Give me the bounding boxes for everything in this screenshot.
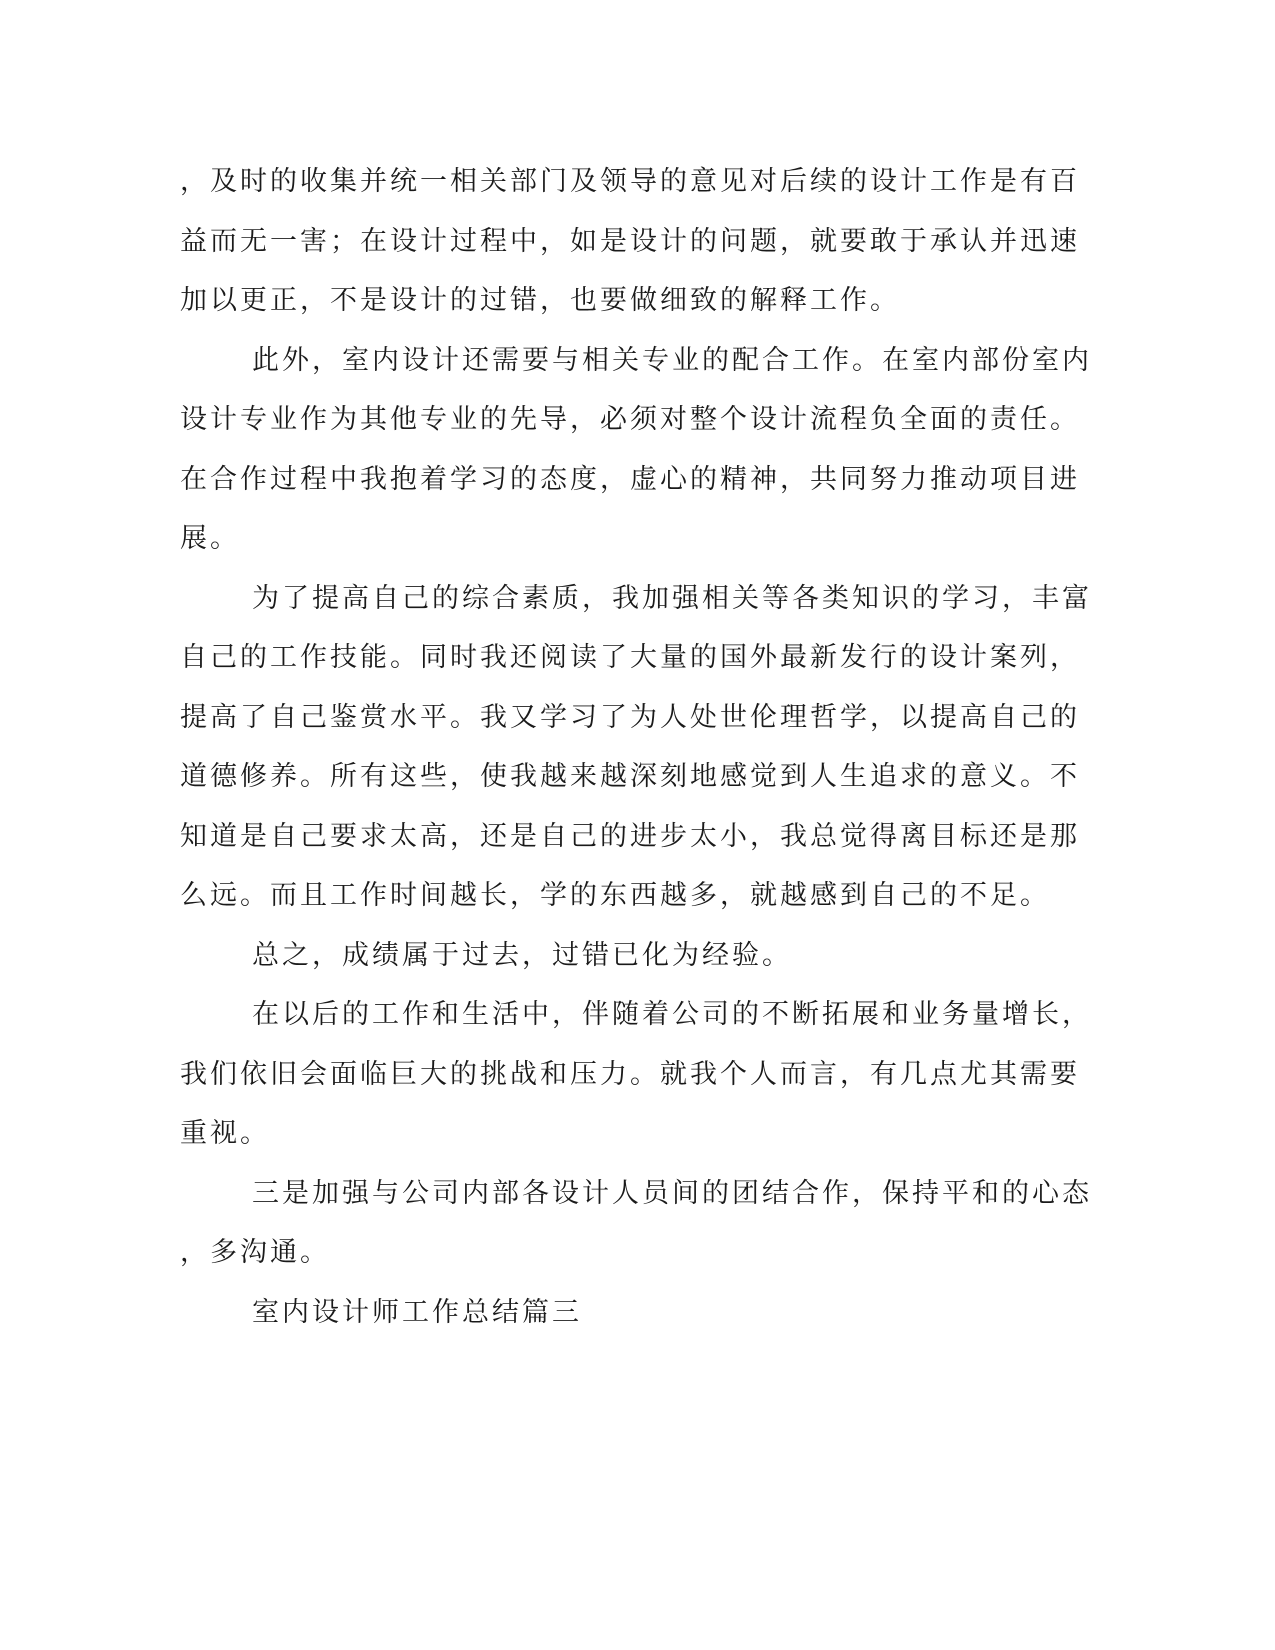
text-line: 设计专业作为其他专业的先导，必须对整个设计流程负全面的责任。	[180, 404, 1080, 435]
document-body	[180, 152, 1092, 1342]
text-line: 为了提高自己的综合素质，我加强相关等各类知识的学习，丰富	[252, 582, 1092, 614]
text-line: 在以后的工作和生活中，伴随着公司的不断拓展和业务量增长，	[252, 999, 1092, 1030]
text-line: 益而无一害；在设计过程中，如是设计的问题，就要敢于承认并迅速	[180, 225, 1080, 257]
text-line: ，多沟通。	[180, 1237, 330, 1268]
text-line: 总之，成绩属于过去，过错已化为经验。	[252, 939, 792, 971]
text-line: 提高了自己鉴赏水平。我又学习了为人处世伦理哲学，以提高自己的	[180, 701, 1080, 733]
section-heading: 室内设计师工作总结篇三	[252, 1296, 582, 1328]
text-line: 三是加强与公司内部各设计人员间的团结合作，保持平和的心态	[252, 1177, 1092, 1209]
text-line: 自己的工作技能。同时我还阅读了大量的国外最新发行的设计案列，	[180, 642, 1080, 673]
text-line: 在合作过程中我抱着学习的态度，虚心的精神，共同努力推动项目进	[180, 463, 1080, 495]
text-line: 此外，室内设计还需要与相关专业的配合工作。在室内部份室内	[252, 344, 1092, 376]
text-line: 我们依旧会面临巨大的挑战和压力。就我个人而言，有几点尤其需要	[180, 1058, 1080, 1090]
text-line: ，及时的收集并统一相关部门及领导的意见对后续的设计工作是有百	[180, 166, 1080, 197]
text-line: 道德修养。所有这些，使我越来越深刻地感觉到人生追求的意义。不	[180, 761, 1080, 792]
text-line: 知道是自己要求太高，还是自己的进步太小，我总觉得离目标还是那	[180, 820, 1080, 852]
text-line: 加以更正，不是设计的过错，也要做细致的解释工作。	[180, 285, 900, 316]
text-line: 展。	[180, 523, 240, 554]
text-line: 重视。	[180, 1118, 270, 1149]
text-line: 么远。而且工作时间越长，学的东西越多，就越感到自己的不足。	[180, 880, 1050, 911]
